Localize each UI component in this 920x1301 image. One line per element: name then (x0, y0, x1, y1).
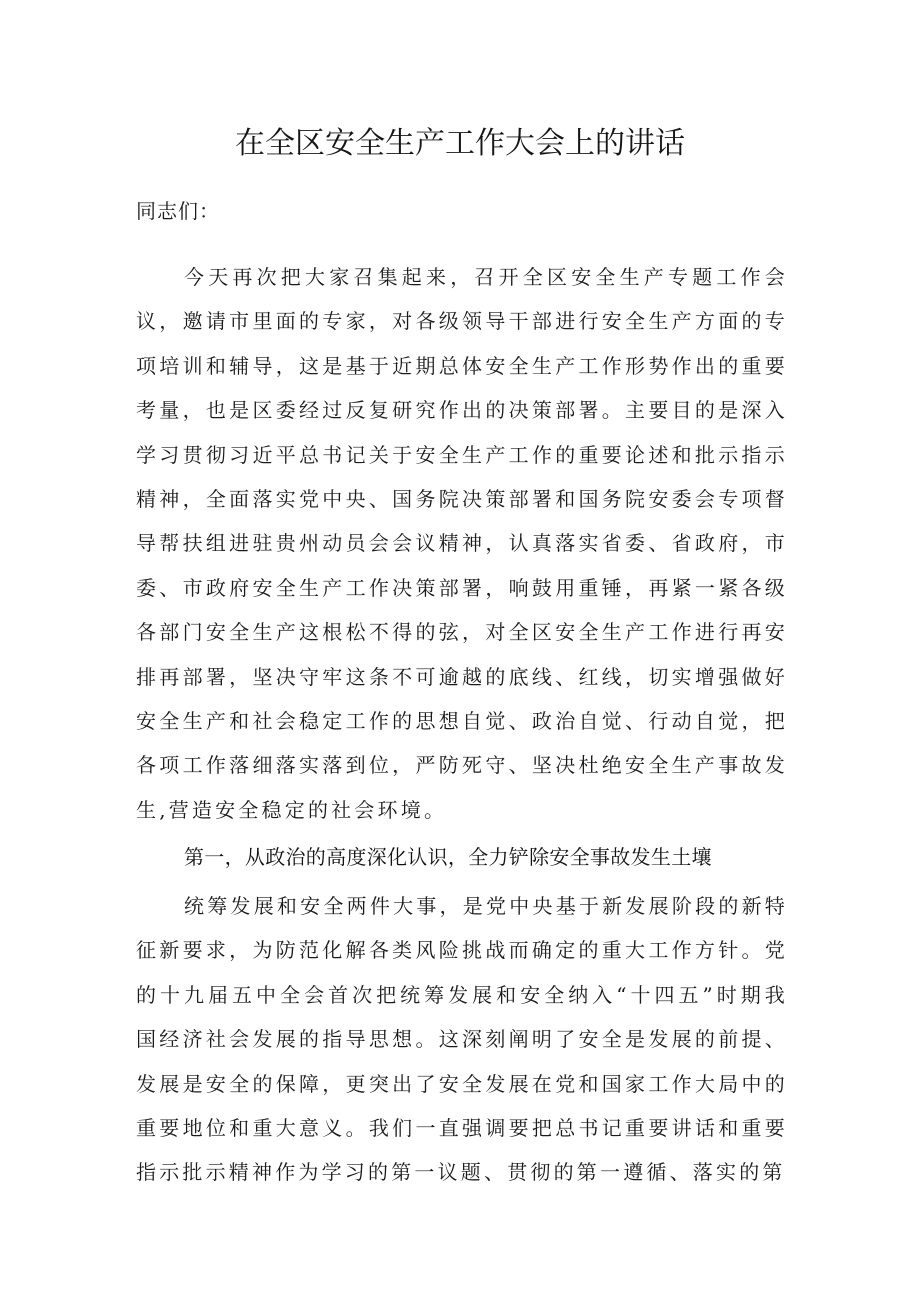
opening-paragraph: 今天再次把大家召集起来，召开全区安全生产专题工作会议，邀请市里面的专家，对各级领导干部进行安全生产方面的专项培训和辅导，这是基于近期总体安全生产工作形势作出的重要考量，也是区委经过反复研究作出的决策部署。主要目的是深入学习贯彻习近平总书记关于安全生产工作的重要论述和批示指示精神，全面落实党中央、国务院决策部署和国务院安委会专项督导帮扶组进驻贵州动员会会议精神，认真落实省委、省政府，市委、市政府安全生产工作决策部署，响鼓用重锤，再紧一紧各级各部门安全生产这根松不得的弦，对全区安全生产工作进行再安排再部署，坚决守牢这条不可逾越的底线、红线，切实增强做好安全生产和社会稳定工作的思想自觉、政治自觉、行动自觉，把各项工作落细落实落到位，严防死守、坚决杜绝安全生产事故发生,营造安全稳定的社会环境。 (136, 265, 788, 822)
salutation: 同志们： (136, 199, 220, 223)
section-paragraph: 统筹发展和安全两件大事，是党中央基于新发展阶段的新特征新要求，为防范化解各类风险挑战而确定的重大工作方针。党的十九届五中全会首次把统筹发展和安全纳入“十四五”时期我国经济社会发展的指导思想。这深刻阐明了安全是发展的前提、发展是安全的保障，更突出了安全发展在党和国家工作大局中的重要地位和重大意义。我们一直强调要把总书记重要讲话和重要指示批示精神作为学习的第一议题、贯彻的第一遵循、落实的第 (136, 894, 788, 1185)
section-heading: 第一，从政治的高度深化认识，全力铲除安全事故发生土壤 (184, 845, 712, 869)
document-title: 在全区安全生产工作大会上的讲话 (235, 126, 685, 161)
